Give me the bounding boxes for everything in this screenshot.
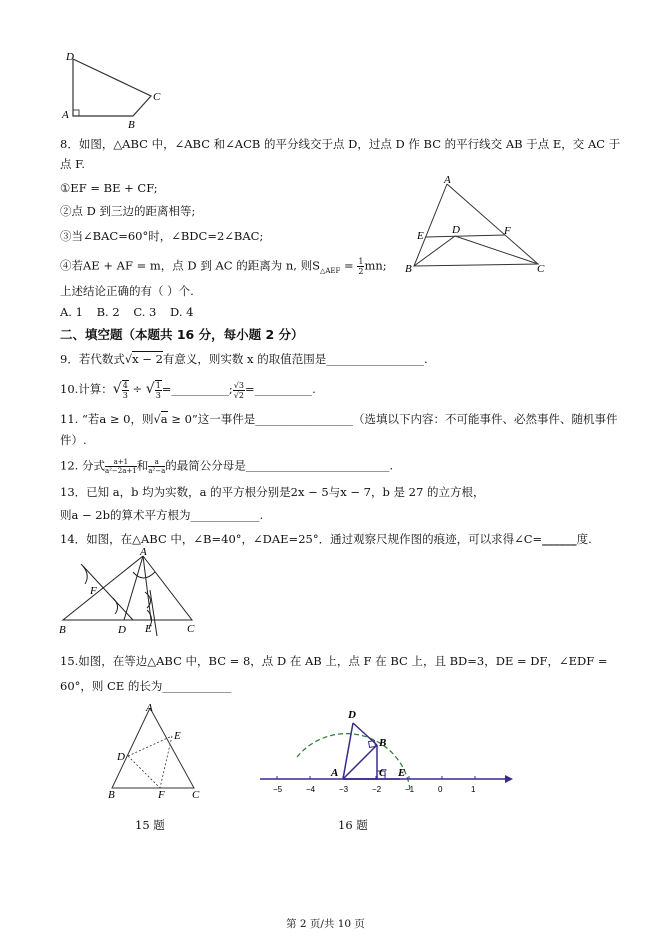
q8-s4-sub: △AEF bbox=[319, 266, 341, 275]
q12-fraction-1: $\frac{a+1}{\text{a²−2a+1}}$ bbox=[104, 458, 137, 475]
q11-mid: ≥ 0”这一事件是 bbox=[167, 412, 256, 426]
q8-statement-2: ②点 D 到三边的距离相等; bbox=[60, 204, 196, 218]
q8-line-ef bbox=[426, 235, 505, 237]
label-C: C bbox=[153, 91, 161, 103]
q16-tick-label: 0 bbox=[438, 785, 443, 794]
q13-blank: ____________ bbox=[190, 508, 260, 522]
q15-de bbox=[128, 736, 172, 756]
q8-label-C: C bbox=[537, 263, 545, 275]
q16-tick-label: −5 bbox=[273, 785, 283, 794]
q8-option-d: D. 4 bbox=[170, 305, 194, 319]
q10-sqrt1: √ bbox=[112, 381, 122, 397]
q9-blank: _________________ bbox=[326, 352, 424, 366]
q10-blank1: __________ bbox=[171, 382, 229, 396]
q15-label-F: F bbox=[158, 789, 165, 800]
q8-options bbox=[60, 305, 193, 320]
q13-line1: 13．已知 a，b 均为实数，a 的平方根分别是2x − 5与x − 7，b 是 27 的立方根， bbox=[60, 485, 485, 499]
q14-label-E: E bbox=[145, 623, 152, 635]
q9-pre: 9．若代数式 bbox=[60, 352, 125, 366]
page-footer: 第 2 页/共 10 页 bbox=[286, 918, 365, 930]
q10 bbox=[60, 380, 316, 400]
q9 bbox=[60, 352, 428, 367]
q13-line2 bbox=[60, 508, 263, 523]
q15-label-C: C bbox=[192, 789, 200, 800]
q12 bbox=[60, 458, 393, 475]
q12-end: . bbox=[389, 458, 394, 473]
q13-pre: 则a − 2b的算术平方根为 bbox=[60, 508, 191, 522]
q16-right-angle-b bbox=[369, 741, 376, 748]
q15-pre: 60°，则 CE 的长为 bbox=[60, 679, 163, 693]
q14-label-B: B bbox=[59, 624, 66, 636]
q10-fraction-1: $\frac{4}{3}$ bbox=[122, 381, 128, 400]
q16-label-C: C bbox=[379, 767, 387, 779]
q10-end: . bbox=[312, 382, 316, 396]
fig16-caption: 16 题 bbox=[338, 818, 368, 832]
q8-option-a: A. 1 bbox=[60, 305, 83, 319]
q8-s4-eq: = bbox=[340, 258, 358, 273]
q16-label-E: E bbox=[398, 767, 406, 779]
q11-sqrt: √a bbox=[153, 412, 168, 426]
q10-sep: ; bbox=[228, 382, 233, 396]
q9-sqrt: √x − 2 bbox=[124, 352, 163, 366]
q11-line2: 件）. bbox=[60, 433, 87, 447]
q12-blank: _________________________ bbox=[245, 458, 390, 473]
q11-blank: _________________ bbox=[255, 412, 354, 426]
q14-label-A: A bbox=[140, 548, 147, 558]
q16-dashed-arc bbox=[297, 734, 410, 790]
q8-cd bbox=[455, 236, 538, 264]
q8-triangle-figure bbox=[400, 174, 560, 278]
q8-label-E: E bbox=[417, 230, 424, 242]
q8-s4-pre: ④若AE + AF = m，点 D 到 AC 的距离为 n, 则S bbox=[60, 258, 320, 273]
q8-option-c: C. 3 bbox=[133, 305, 157, 319]
q8-statement-3: ③当∠BAC=60°时，∠BDC=2∠BAC; bbox=[60, 229, 264, 243]
q10-blank2: __________ bbox=[254, 382, 313, 396]
q8-s4-fraction: $\frac{1}{2}$ bbox=[358, 257, 364, 276]
q10-fraction-2: $\frac{1}{3}$ bbox=[155, 381, 161, 400]
q8-statement-4 bbox=[60, 257, 387, 279]
q16-tick-label: −2 bbox=[372, 785, 382, 794]
q15-label-A: A bbox=[146, 702, 153, 714]
q12-pre: 12. 分式 bbox=[60, 458, 105, 473]
q11-line1 bbox=[60, 412, 618, 427]
q16-tick-label: −3 bbox=[339, 785, 349, 794]
q10-eq2: = bbox=[244, 382, 255, 396]
q8-s4-post: mn; bbox=[364, 258, 387, 273]
q16-label-B: B bbox=[379, 737, 387, 749]
q16-label-D: D bbox=[348, 709, 356, 721]
q12-and: 和 bbox=[136, 458, 149, 473]
quadrilateral-figure bbox=[58, 50, 168, 130]
q14-blank: ______ bbox=[542, 532, 577, 546]
q15-line2 bbox=[60, 679, 231, 694]
q16-axis-arrow bbox=[505, 775, 513, 783]
q8-line2: 点 F. bbox=[60, 157, 85, 171]
q9-post: 有意义，则实数 x 的取值范围是 bbox=[162, 352, 327, 366]
q15-df bbox=[128, 756, 160, 788]
q10-op: ÷ bbox=[132, 382, 143, 396]
q9-end: . bbox=[423, 352, 428, 366]
q15-label-D: D bbox=[117, 751, 125, 763]
label-D: D bbox=[66, 51, 74, 63]
q15-label-B: B bbox=[108, 789, 115, 800]
label-B: B bbox=[128, 119, 135, 130]
q15-ef bbox=[160, 736, 172, 788]
section-2-title: 二、填空题（本题共 16 分，每小题 2 分） bbox=[60, 327, 304, 342]
q8-triangle bbox=[414, 184, 538, 266]
q14-label-D: D bbox=[118, 624, 126, 636]
q14-construction-figure bbox=[55, 548, 205, 638]
q8-label-A: A bbox=[444, 174, 451, 186]
q11-post: （选填以下内容：不可能事件、必然事件、随机事件 bbox=[353, 412, 618, 426]
q13-end: . bbox=[259, 508, 264, 522]
q15-triangle bbox=[112, 708, 194, 788]
q16-label-A: A bbox=[331, 767, 339, 779]
fig15-caption: 15 题 bbox=[135, 818, 165, 832]
q12-fraction-2: $\frac{a}{\text{a²−a}}$ bbox=[148, 458, 166, 475]
q8-label-B: B bbox=[405, 263, 412, 275]
q15-label-E: E bbox=[174, 730, 181, 742]
q8-line1: 8．如图，△ABC 中，∠ABC 和∠ACB 的平分线交于点 D，过点 D 作 BC 的平行线交 AB 于点 E，交 AC 于 bbox=[60, 137, 621, 151]
q8-option-b: B. 2 bbox=[96, 305, 120, 319]
q14 bbox=[60, 532, 592, 547]
q8-question: 上述结论正确的有（ ）个. bbox=[60, 284, 194, 298]
q14-ad bbox=[124, 556, 143, 620]
q14-label-F: F bbox=[90, 585, 97, 597]
quad-outline bbox=[73, 59, 151, 116]
q16-tick-label: 1 bbox=[471, 785, 476, 794]
q14-arc-right-1 bbox=[145, 592, 151, 608]
right-angle-mark bbox=[73, 110, 79, 116]
q12-post: 的最简公分母是 bbox=[165, 458, 246, 473]
q10-eq1: = bbox=[161, 382, 172, 396]
q14-arc-left-1 bbox=[81, 564, 87, 584]
q14-end: 度. bbox=[576, 532, 592, 546]
label-A: A bbox=[62, 109, 69, 121]
q8-label-F: F bbox=[504, 225, 511, 237]
q10-fraction-3: $\frac{√3}{√2}$ bbox=[233, 380, 244, 400]
q8-label-D: D bbox=[452, 224, 460, 236]
q16-tick-label: −4 bbox=[306, 785, 316, 794]
q8-statement-1: ①EF = BE + CF; bbox=[60, 181, 158, 195]
q14-arc-left-2 bbox=[113, 598, 118, 614]
q15-blank: ____________ bbox=[162, 679, 232, 693]
q16-tick-label: −1 bbox=[405, 785, 415, 794]
q14-text: 14．如图，在△ABC 中，∠B=40°，∠DAE=25°．通过观察尺规作图的痕迹，可以求得∠C= bbox=[60, 532, 543, 546]
q10-sqrt2: √ bbox=[145, 381, 155, 397]
q14-label-C: C bbox=[187, 623, 195, 635]
q16-number-line-figure bbox=[255, 705, 515, 800]
q15-equilateral-figure bbox=[100, 700, 210, 800]
q10-pre: 10.计算： bbox=[60, 382, 113, 396]
q15-line1: 15.如图，在等边△ABC 中，BC = 8，点 D 在 AB 上，点 F 在 BC 上，且 BD=3，DE = DF，∠EDF = bbox=[60, 654, 608, 668]
q11-pre: 11. “若a ≥ 0，则 bbox=[60, 412, 154, 426]
